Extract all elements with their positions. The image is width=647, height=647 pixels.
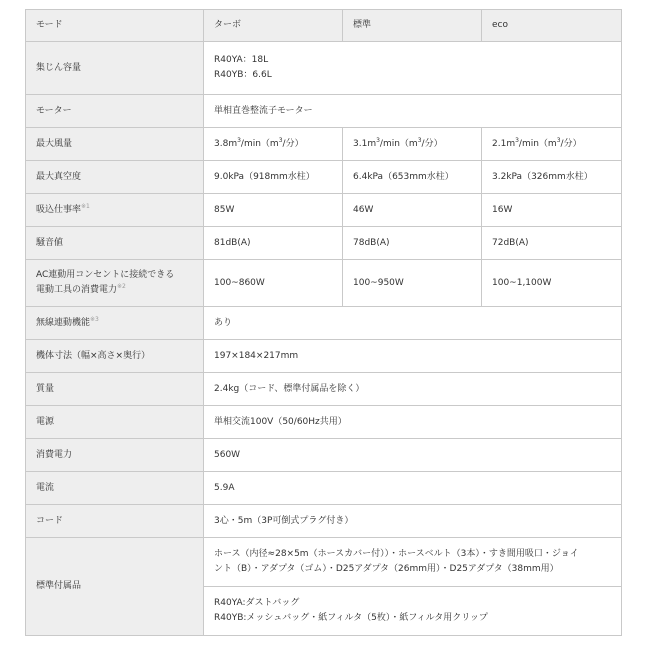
row-cord: [26, 505, 622, 538]
accessories-label: 標準付属品: [26, 538, 204, 636]
accessories-r40yb: R40YB:メッシュバッグ・紙フィルタ（5枚）・紙フィルタ用クリップ: [214, 613, 488, 623]
current-value: 5.9A: [204, 472, 622, 505]
vacuum-turbo: 9.0kPa（918mm水柱）: [204, 161, 343, 194]
suction-standard: 46W: [343, 194, 482, 227]
noise-standard: 78dB(A): [343, 227, 482, 260]
airflow-turbo: $3.8m^3/\min(m^3/$分）: [204, 128, 343, 161]
mode-standard: 標準: [343, 10, 482, 42]
ac-outlet-turbo: 100~860W: [204, 260, 343, 307]
cord-value: 3心・5m（3P可倒式プラグ付き）: [204, 505, 622, 538]
accessories-common: [204, 538, 622, 587]
ac-outlet-standard: 100~950W: [343, 260, 482, 307]
row-ac-outlet: [26, 260, 622, 307]
row-accessories-common: [26, 538, 622, 587]
wireless-value: あり: [204, 307, 622, 340]
airflow-standard-value: 3.1m: [353, 138, 377, 149]
ac-outlet-label-line2: 電動工具の消費電力: [36, 285, 118, 295]
mode-turbo: ターボ: [204, 10, 343, 42]
row-power-source: [26, 406, 622, 439]
row-capacity: [26, 42, 622, 95]
noise-turbo: 81dB(A): [204, 227, 343, 260]
capacity-label: 集じん容量: [26, 42, 204, 95]
accessories-r40ya: R40YA:ダストバッグ: [214, 598, 300, 608]
power-source-value: 単相交流100V（50/60Hz共用）: [204, 406, 622, 439]
accessories-model: [204, 587, 622, 636]
airflow-eco: $2.1m^3/\min(m^3/$分）: [482, 128, 622, 161]
ac-outlet-eco: 100~1,100W: [482, 260, 622, 307]
ac-outlet-label-line1: AC連動用コンセントに接続できる: [36, 270, 175, 280]
airflow-eco-value: 2.1m: [492, 138, 516, 149]
dimensions-label: 機体寸法（幅×高さ×奥行）: [26, 340, 204, 373]
row-mass: [26, 373, 622, 406]
row-wireless: [26, 307, 622, 340]
row-mode: [26, 10, 622, 42]
row-consumption: [26, 439, 622, 472]
row-motor: [26, 95, 622, 128]
motor-value: 単相直巻整流子モーター: [204, 95, 622, 128]
capacity-r40ya: R40YA：18L: [214, 55, 269, 65]
airflow-standard: $3.1m^3/\min(m^3/$分）: [343, 128, 482, 161]
consumption-value: 560W: [204, 439, 622, 472]
current-label: 電流: [26, 472, 204, 505]
consumption-label: 消費電力: [26, 439, 204, 472]
mass-value: 2.4kg（コード、標準付属品を除く）: [204, 373, 622, 406]
accessories-common-line1: ホース（内径≈28×5m（ホースカバー付））・ホースベルト（3本）・すき間用吸口・ジョイ: [214, 549, 579, 559]
spec-table: [25, 9, 622, 636]
ac-outlet-label-cell: [26, 260, 204, 307]
row-vacuum: [26, 161, 622, 194]
row-suction: [26, 194, 622, 227]
wireless-note: ※3: [90, 315, 99, 323]
capacity-value: [204, 42, 622, 95]
mode-eco: eco: [482, 10, 622, 42]
suction-eco: 16W: [482, 194, 622, 227]
wireless-label-cell: [26, 307, 204, 340]
cord-label: コード: [26, 505, 204, 538]
vacuum-label: 最大真空度: [26, 161, 204, 194]
mass-label: 質量: [26, 373, 204, 406]
accessories-common-line2: ント（B）・アダプタ（ゴム）・D25アダプタ（26mm用）・D25アダプタ（38mm用）: [214, 564, 559, 574]
row-dimensions: [26, 340, 622, 373]
suction-turbo: 85W: [204, 194, 343, 227]
vacuum-standard: 6.4kPa（653mm水柱）: [343, 161, 482, 194]
power-source-label: 電源: [26, 406, 204, 439]
airflow-label: 最大風量: [26, 128, 204, 161]
row-current: [26, 472, 622, 505]
vacuum-eco: 3.2kPa（326mm水柱）: [482, 161, 622, 194]
noise-eco: 72dB(A): [482, 227, 622, 260]
wireless-label: 無線連動機能: [36, 317, 91, 328]
motor-label: モーター: [26, 95, 204, 128]
ac-outlet-note: ※2: [117, 283, 126, 290]
row-noise: [26, 227, 622, 260]
airflow-turbo-value: 3.8m: [214, 138, 238, 149]
dimensions-value: 197×184×217mm: [204, 340, 622, 373]
noise-label: 騒音値: [26, 227, 204, 260]
mode-label: モード: [26, 10, 204, 42]
capacity-r40yb: R40YB：6.6L: [214, 70, 272, 80]
suction-label-cell: [26, 194, 204, 227]
row-airflow: [26, 128, 622, 161]
suction-note: ※1: [81, 202, 90, 210]
suction-label: 吸込仕事率: [36, 204, 82, 215]
